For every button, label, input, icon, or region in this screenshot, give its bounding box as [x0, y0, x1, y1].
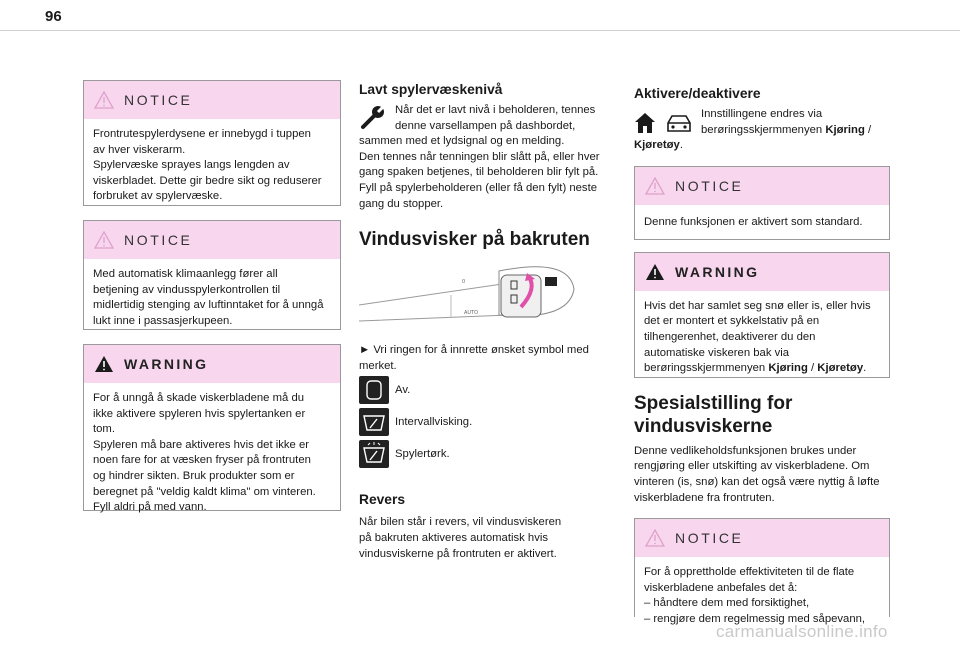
text-span: berøringsskjermmenyen	[644, 362, 769, 375]
text-line: Når bilen står i revers, vil vindusviskeren	[359, 516, 562, 529]
warning-body	[635, 291, 889, 386]
text-line	[644, 361, 879, 377]
heading-line: Spesialstilling for	[634, 392, 793, 414]
notice-header	[84, 221, 340, 259]
text-line: Innstillingene endres via	[701, 108, 823, 120]
activate-heading: Aktivere/deaktivere	[634, 86, 761, 101]
reverse-heading: Revers	[359, 492, 406, 508]
home-icon	[634, 111, 656, 135]
notice-header	[635, 167, 889, 205]
menu-path-vehicle: Kjøretøy	[817, 362, 864, 375]
text-line: betjening av vindusspylerkontrollen til	[93, 283, 281, 296]
text-line: noen fare for at væsken fryser på frontruten	[93, 454, 311, 467]
notice-triangle-icon	[94, 231, 114, 249]
text-line: Spyleren må bare aktiveres hvis det ikke er	[93, 438, 309, 451]
low-level-body	[359, 134, 614, 212]
menu-path-driving: Kjøring	[825, 123, 865, 136]
text-line: tilhengerenhet, deaktiverer du den	[644, 330, 816, 343]
notice-triangle-icon	[645, 529, 665, 547]
notice-title: NOTICE	[675, 177, 744, 194]
text-line: beregnet på "veldig kaldt klima" om vinteren.	[93, 485, 316, 498]
notice-triangle-icon	[94, 91, 114, 109]
warning-triangle-icon	[645, 263, 665, 281]
text-span: /	[807, 362, 818, 375]
text-line: viskerbladene anbefales det å:	[644, 581, 798, 594]
text-span: /	[864, 123, 872, 136]
text-line: lukt inne i passasjerkupeen.	[93, 314, 233, 327]
text-line: viskerbladet. Dette gir bedre sikt og reduserer	[93, 174, 322, 187]
warning-header	[84, 345, 340, 383]
warning-box-rear-wiper	[634, 252, 890, 378]
text-line: Når det er lavt nivå i beholderen, tennes	[395, 104, 596, 116]
stalk-label-auto: AUTO	[464, 310, 479, 317]
low-level-intro	[359, 103, 614, 134]
notice-header	[84, 81, 340, 119]
text-line: på bakruten aktiveres automatisk hvis	[359, 531, 549, 544]
menu-path-driving: Kjøring	[768, 362, 808, 375]
text-line: vinteren (is, snø) kan det også være nyttig å løfte	[634, 475, 880, 488]
text-line: ► Vri ringen for å innrette ønsket symbol med	[359, 344, 589, 357]
warning-box-washer	[83, 344, 341, 514]
text-line	[701, 123, 871, 139]
text-line: Spylervæske sprayes langs lengden av	[93, 159, 290, 172]
notice-title: NOTICE	[124, 92, 193, 108]
text-line: det er montert et sykkelstativ på en	[644, 315, 820, 328]
rear-wiper-heading: Vindusvisker på bakruten	[359, 229, 590, 251]
text-line: tom.	[93, 423, 115, 436]
wiper-stalk-illustration	[359, 259, 614, 333]
option-label: Av.	[395, 384, 411, 397]
warning-triangle-icon	[94, 355, 114, 373]
text-line: midlertidig stenging av luftinntaket for å unngå	[93, 299, 324, 312]
text-line: Frontrutespylerdysene er innebygd i tuppen	[93, 128, 311, 140]
header-divider	[0, 30, 960, 31]
notice-body	[84, 259, 340, 338]
car-icon	[665, 113, 693, 135]
activate-text-end	[634, 138, 890, 154]
low-level-heading: Lavt spylervæskenivå	[359, 82, 503, 97]
notice-header	[635, 519, 889, 557]
text-line: Fyll på spylerbeholderen (eller få den fylt) neste	[359, 181, 597, 194]
option-intermittent	[359, 406, 614, 438]
watermark: carmanualsonline.info	[716, 622, 888, 641]
text-line: Denne funksjonen er aktivert som standard.	[644, 215, 863, 228]
notice-box-default	[634, 166, 890, 240]
text-line: Med automatisk klimaanlegg fører all	[93, 268, 278, 280]
option-wash-wipe	[359, 438, 614, 470]
wiper-intermittent-icon	[359, 408, 389, 436]
text-line: rengjøring eller utskifting av viskerbladene. Om	[634, 460, 870, 473]
notice-title: NOTICE	[675, 530, 744, 547]
text-line: – håndtere dem med forsiktighet,	[644, 597, 810, 610]
warning-body	[84, 383, 340, 525]
wrench-icon	[359, 103, 387, 131]
text-span: berøringsskjermmenyen	[701, 123, 826, 136]
text-span: .	[863, 362, 867, 375]
text-line: av hver viskerarm.	[93, 143, 186, 156]
text-line: Den tennes når tenningen blir slått på, eller hver	[359, 150, 600, 163]
notice-box-air-conditioning	[83, 220, 341, 330]
warning-header	[635, 253, 889, 291]
option-label: Spylertørk.	[395, 448, 450, 461]
text-line: Fyll aldri på med vann.	[93, 501, 207, 514]
notice-box-washer-jets	[83, 80, 341, 206]
wiper-wash-icon	[359, 440, 389, 468]
text-line: vindusviskerne på frontruten er aktivert.	[359, 547, 557, 560]
text-line: forbruket av spylervæske.	[93, 190, 223, 203]
wiper-options-list	[359, 374, 614, 470]
notice-title: NOTICE	[124, 232, 193, 248]
stalk-label-zero: 0	[462, 279, 466, 286]
text-line: – rengjøre dem regelmessig med såpevann,	[644, 612, 866, 625]
text-line: Denne vedlikeholdsfunksjonen brukes under	[634, 444, 857, 457]
right-column	[634, 86, 890, 625]
menu-path-vehicle: Kjøretøy	[634, 139, 680, 152]
wiper-off-icon	[359, 376, 389, 404]
text-line: merket.	[359, 359, 397, 372]
heading-line: vindusviskerne	[634, 415, 773, 437]
notice-body	[84, 119, 340, 214]
text-span: .	[679, 139, 683, 152]
text-line: ikke aktivere spyleren hvis spylertanken er	[93, 407, 306, 420]
notice-box-blade-care	[634, 518, 890, 625]
text-line: denne varsellampen på dashbordet,	[395, 119, 576, 132]
warning-title: WARNING	[124, 356, 209, 372]
rear-wiper-instruction	[359, 343, 614, 374]
text-line: automatiske viskeren bak via	[644, 346, 790, 359]
option-off	[359, 374, 614, 406]
special-position-body	[634, 444, 890, 506]
middle-column	[359, 82, 614, 562]
option-label: Intervallvisking.	[395, 416, 473, 429]
warning-title: WARNING	[675, 263, 760, 280]
activate-text	[701, 107, 871, 138]
notice-body	[635, 205, 889, 240]
text-line: viskerbladene fra frontruten.	[634, 491, 775, 504]
text-line: sammen med et lydsignal og en melding.	[359, 135, 565, 148]
text-line: gang spaken betjenes, til beholderen blir fylt på.	[359, 166, 599, 179]
special-position-heading	[634, 392, 890, 438]
activate-intro	[634, 107, 890, 138]
text-line: og hindrer sikten. Bruk produkter som er	[93, 469, 295, 482]
notice-triangle-icon	[645, 177, 665, 195]
low-level-indented	[395, 103, 595, 134]
left-column	[83, 80, 341, 514]
text-line: For å unngå å skade viskerbladene må du	[93, 392, 305, 404]
text-line: gang du stopper.	[359, 197, 444, 210]
text-line: Hvis det har samlet seg snø eller is, eller hvis	[644, 299, 871, 312]
page-number: 96	[45, 8, 62, 25]
text-line: For å opprettholde effektiviteten til de flate	[644, 566, 855, 579]
reverse-body	[359, 515, 614, 562]
